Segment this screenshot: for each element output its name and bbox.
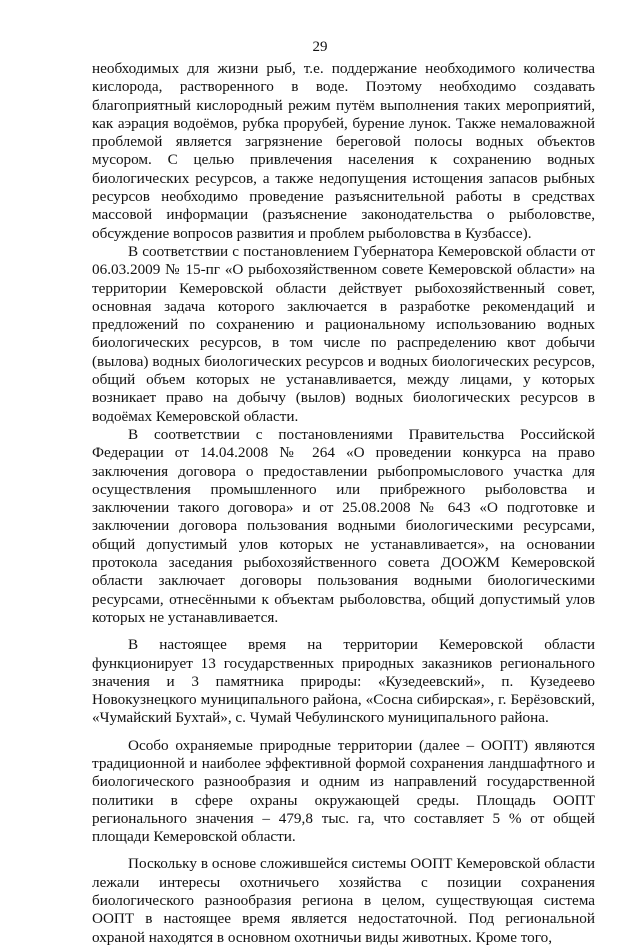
paragraph-6: Поскольку в основе сложившейся системы ООПТ Кемеровской области лежали интересы охотничьего хозяйства с позиции сохранения биологического разнообразия региона в целом, существующая система ООПТ в настоящее время является недостаточной. Под региональной охраной находятся в основном охотничьи виды животных. Кроме того, [92, 855, 595, 946]
paragraph-3: В соответствии с постановлениями Правительства Российской Федерации от 14.04.2008 № 264 «О проведении конкурса на право заключения договора о предоставлении рыбопромыслового участка для осуществления промышленного или прибрежного рыболовства и заключении такого договора» и от 25.08.2008 № 643 «О подготовке и заключении договора пользования водными биологическими ресурсами, общий допустимый улов которых не устанавливается», на основании протокола заседания рыбохозяйственного совета ДООЖМ Кемеровской области заключает договоры пользования водными биологическими ресурсами, отнесёнными к объектам рыболовства, общий допустимый улов которых не устанавливается. [92, 425, 595, 626]
paragraph-1: необходимых для жизни рыб, т.е. поддержание необходимого количества кислорода, растворенного в воде. Поэтому необходимо создавать благоприятный кислородный режим путём выполнения таких мероприятий, как аэрация водоёмов, рубка прорубей, бурение лунок. Также немаловажной проблемой является загрязнение береговой полосы водных объектов мусором. С целью привлечения населения к сохранению водных биологических ресурсов, а также недопущения истощения запасов рыбных ресурсов необходимо проведение разъяснительной работы в средствах массовой информации (разъяснение законодательства о рыболовстве, обсуждение вопросов развития и проблем рыболовства в Кузбассе). [92, 60, 595, 242]
paragraph-2: В соответствии с постановлением Губернатора Кемеровской области от 06.03.2009 № 15-пг «О рыбохозяйственном совете Кемеровской области» на территории Кемеровской области действует рыбохозяйственный совет, основная задача которого заключается в разработке рекомендаций и предложений по сохранению и рациональному использованию водных биологических ресурсов, в том числе по распределению квот добычи (вылова) водных биологических ресурсов и водных биологических ресурсов, общий объем которых не устанавливается, между лицами, у которых возникает право на добычу (вылов) водных биологических ресурсов в водоёмах Кемеровской области. [92, 242, 595, 425]
body-text [92, 60, 595, 947]
page-number: 29 [312, 39, 328, 55]
paragraph-5: Особо охраняемые природные территории (далее – ООПТ) являются традиционной и наиболее эффективной формой сохранения ландшафтного и биологического разнообразия и одним из направлений государственной политики в сфере охраны окружающей среды. Площадь ООПТ регионального значения – 479,8 тыс. га, что составляет 5 % от общей площади Кемеровской области. [92, 736, 595, 846]
paragraph-4: В настоящее время на территории Кемеровской области функционирует 13 государственных природных заказников регионального значения и 3 памятника природы: «Кузедеевский», п. Кузедеево Новокузнецкого муниципального района, «Сосна сибирская», г. Берёзовский, «Чумайский Бухтай», с. Чумай Чебулинского муниципального района. [92, 636, 595, 727]
